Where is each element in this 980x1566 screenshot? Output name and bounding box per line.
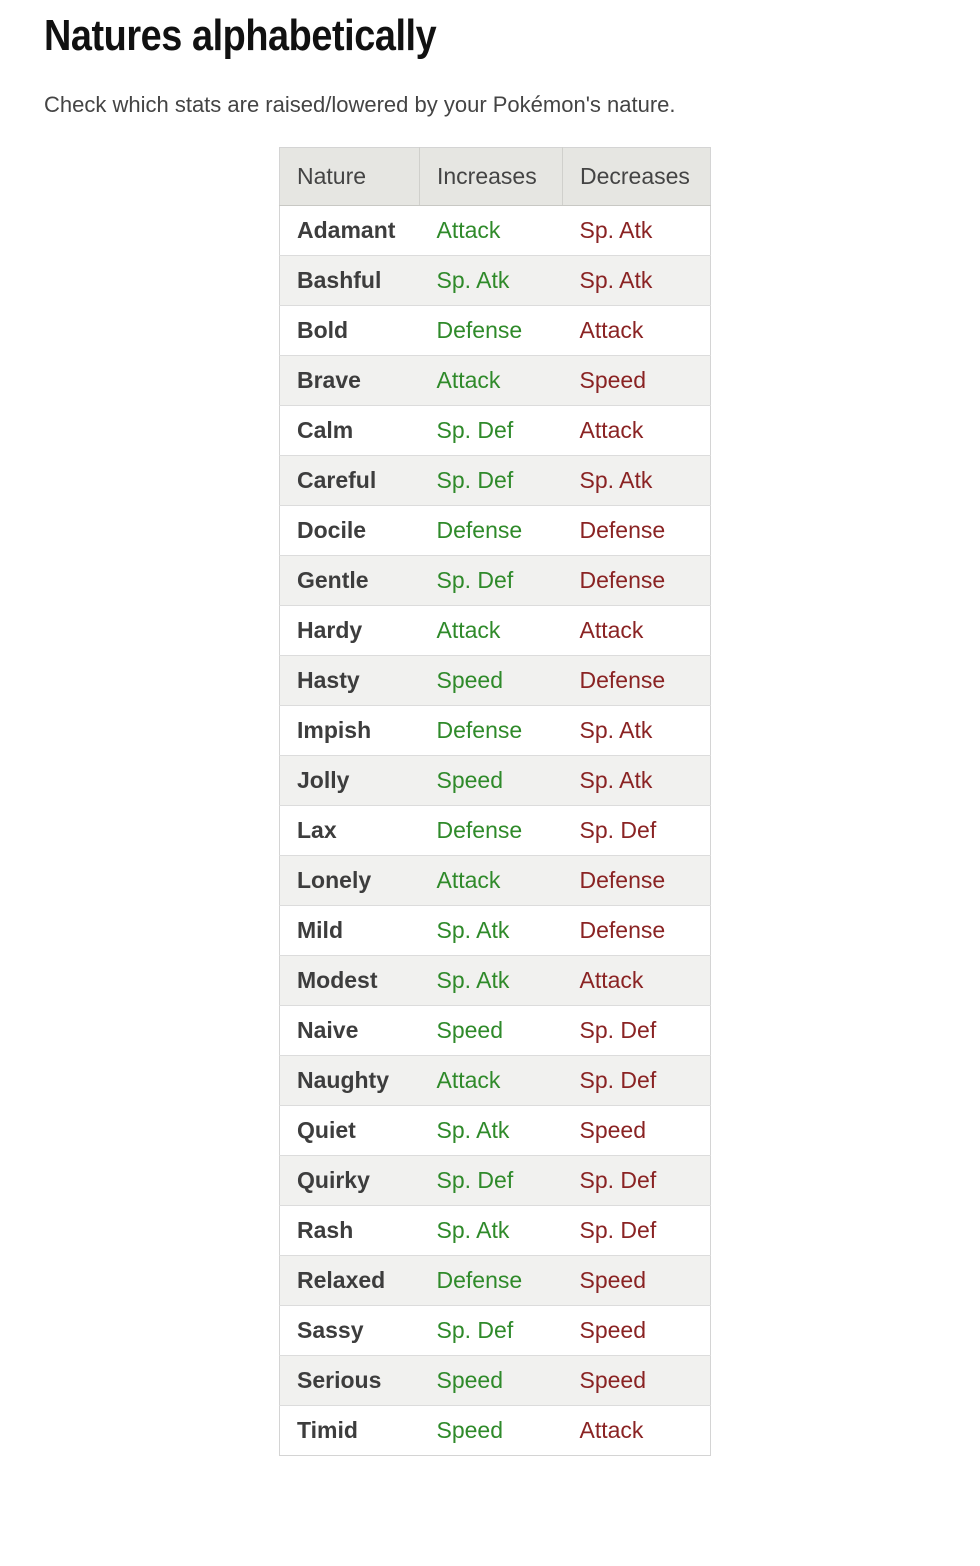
table-row [280,1006,711,1056]
decreases-cell: Speed [579,1367,647,1393]
table-row [280,456,711,506]
increases-cell: Defense [436,717,523,743]
decreases-cell: Defense [579,917,666,943]
table-row [280,806,711,856]
decreases-cell: Sp. Def [579,817,657,843]
decreases-cell: Attack [579,617,644,643]
table-row [280,706,711,756]
nature-cell: Bold [297,317,349,343]
nature-cell: Brave [297,367,361,393]
nature-cell: Quirky [297,1167,370,1193]
column-header-decreases[interactable]: Decreases [563,148,711,206]
decreases-cell: Speed [579,367,647,393]
table-row [280,756,711,806]
table-row [280,406,711,456]
nature-cell: Hasty [297,667,360,693]
increases-cell: Attack [436,617,501,643]
nature-cell: Lax [297,817,337,843]
nature-cell: Serious [297,1367,382,1393]
increases-cell: Speed [436,1417,504,1443]
nature-cell: Sassy [297,1317,364,1343]
decreases-cell: Attack [579,317,644,343]
table-row [280,1156,711,1206]
table-header-row [280,148,711,206]
increases-cell: Speed [436,1367,504,1393]
natures-table [279,147,711,1456]
nature-cell: Gentle [297,567,369,593]
increases-cell: Attack [436,367,501,393]
nature-cell: Timid [297,1417,358,1443]
decreases-cell: Defense [579,667,666,693]
table-row [280,1406,711,1456]
nature-cell: Impish [297,717,372,743]
decreases-cell: Sp. Atk [579,267,653,293]
nature-cell: Naughty [297,1067,389,1093]
decreases-cell: Attack [579,417,644,443]
decreases-cell: Speed [579,1267,647,1293]
increases-cell: Sp. Def [436,1317,514,1343]
column-header-nature[interactable]: Nature [280,148,420,206]
nature-cell: Bashful [297,267,382,293]
table-row [280,1306,711,1356]
increases-cell: Defense [436,817,523,843]
table-body [280,206,711,1456]
increases-cell: Sp. Def [436,467,514,493]
page-subtitle: Check which stats are raised/lowered by your Pokémon's nature. [44,92,676,117]
nature-cell: Naive [297,1017,359,1043]
increases-cell: Sp. Atk [436,917,510,943]
increases-cell: Sp. Def [436,417,514,443]
table-row [280,1056,711,1106]
nature-cell: Careful [297,467,377,493]
increases-cell: Speed [436,767,504,793]
nature-cell: Lonely [297,867,372,893]
increases-cell: Sp. Atk [436,267,510,293]
increases-cell: Defense [436,1267,523,1293]
nature-cell: Adamant [297,217,396,243]
decreases-cell: Defense [579,567,666,593]
column-header-increases[interactable]: Increases [420,148,563,206]
table-row [280,506,711,556]
increases-cell: Sp. Atk [436,1117,510,1143]
nature-cell: Jolly [297,767,350,793]
decreases-cell: Speed [579,1117,647,1143]
table-row [280,556,711,606]
table-row [280,606,711,656]
increases-cell: Sp. Atk [436,1217,510,1243]
nature-cell: Calm [297,417,354,443]
nature-cell: Docile [297,517,367,543]
table-row [280,206,711,256]
increases-cell: Attack [436,867,501,893]
table-row [280,656,711,706]
nature-cell: Relaxed [297,1267,386,1293]
decreases-cell: Defense [579,867,666,893]
decreases-cell: Sp. Def [579,1017,657,1043]
table-row [280,906,711,956]
decreases-cell: Sp. Def [579,1217,657,1243]
decreases-cell: Sp. Def [579,1167,657,1193]
increases-cell: Attack [436,1067,501,1093]
increases-cell: Speed [436,1017,504,1043]
table-row [280,856,711,906]
table-row [280,1106,711,1156]
decreases-cell: Attack [579,1417,644,1443]
decreases-cell: Sp. Atk [579,717,653,743]
table-row [280,1256,711,1306]
increases-cell: Sp. Atk [436,967,510,993]
increases-cell: Defense [436,517,523,543]
decreases-cell: Speed [579,1317,647,1343]
table-row [280,306,711,356]
decreases-cell: Sp. Atk [579,767,653,793]
page-title: Natures alphabetically [44,11,437,60]
table-row [280,256,711,306]
increases-cell: Sp. Def [436,1167,514,1193]
increases-cell: Sp. Def [436,567,514,593]
nature-cell: Modest [297,967,378,993]
table-header [280,148,711,206]
nature-cell: Mild [297,917,343,943]
table-row [280,356,711,406]
nature-cell: Quiet [297,1117,356,1143]
increases-cell: Speed [436,667,504,693]
increases-cell: Attack [436,217,501,243]
decreases-cell: Sp. Atk [579,217,653,243]
table-row [280,956,711,1006]
decreases-cell: Defense [579,517,666,543]
nature-cell: Hardy [297,617,363,643]
decreases-cell: Sp. Atk [579,467,653,493]
decreases-cell: Sp. Def [579,1067,657,1093]
nature-cell: Rash [297,1217,354,1243]
increases-cell: Defense [436,317,523,343]
decreases-cell: Attack [579,967,644,993]
table-row [280,1356,711,1406]
table-row [280,1206,711,1256]
